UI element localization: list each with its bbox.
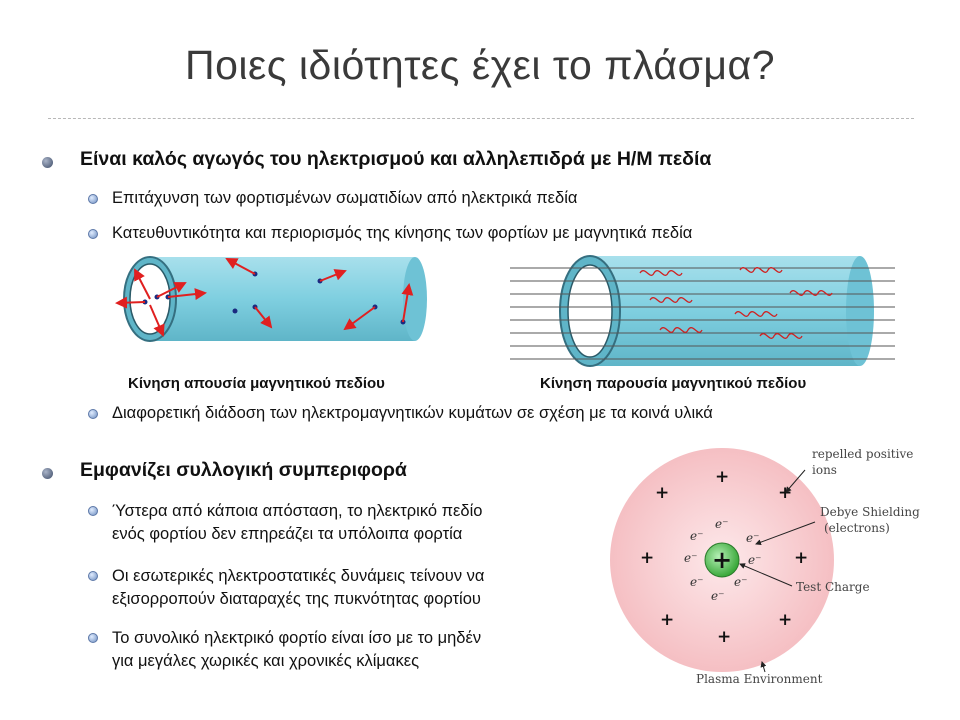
label-repelled: repelled positive [812,447,914,461]
svg-text:+: + [778,610,793,630]
bullet-dot [88,506,98,516]
svg-text:e⁻: e⁻ [734,575,748,589]
svg-text:+: + [794,548,809,568]
tube-body [590,256,860,366]
item-text: Επιτάχυνση των φορτισμένων σωματιδίων από ηλεκτρικά πεδία [112,189,578,207]
label-debye: Debye Shielding [820,505,920,519]
label-test-charge: Test Charge [796,580,870,594]
left-figure-caption: Κίνηση απουσία μαγνητικού πεδίου [128,375,385,392]
bullet-dot [88,229,98,239]
heading-text: Εμφανίζει συλλογική συμπεριφορά [80,459,407,481]
item-text: Κατευθυντικότητα και περιορισμός της κίνησης των φορτίων με μαγνητικά πεδία [112,224,693,242]
svg-text:+: + [717,627,732,647]
title-divider [48,118,914,119]
tube-no-field-figure [105,245,435,355]
page-title: Ποιες ιδιότητες έχει το πλάσμα? [184,42,776,88]
svg-text:e⁻: e⁻ [715,517,729,531]
debye-shielding-figure [600,440,945,710]
label-ions: ions [812,463,837,477]
svg-text:e⁻: e⁻ [748,553,762,567]
bullet-dot [42,468,53,479]
item-text: ενός φορτίου δεν επηρεάζει τα υπόλοιπα φορτία [112,525,463,543]
label-plasma-env: Plasma Environment [696,672,823,686]
tube-inner [568,265,612,357]
tube-magnetic-field-figure [510,248,900,373]
item-text: Διαφορετική διάδοση των ηλεκτρομαγνητικών κυμάτων σε σχέση με τα κοινά υλικά [112,404,713,422]
bullet-dot [88,571,98,581]
bullet-dot [88,194,98,204]
item-text: εξισορροπούν διαταραχές της πυκνότητας φορτίου [112,590,481,608]
item-text: για μεγάλες χωρικές και χρονικές κλίμακες [112,652,420,670]
item-text: Το συνολικό ηλεκτρικό φορτίο είναι ίσο με το μηδέν [112,629,482,647]
svg-text:+: + [640,548,655,568]
heading-text: Είναι καλός αγωγός του ηλεκτρισμού και αλληλεπιδρά με Η/Μ πεδία [80,148,712,170]
svg-text:+: + [778,483,793,503]
svg-text:e⁻: e⁻ [684,551,698,565]
svg-text:+: + [655,483,670,503]
svg-text:e⁻: e⁻ [690,575,704,589]
bullet-dot [88,409,98,419]
item-text: Οι εσωτερικές ηλεκτροστατικές δυνάμεις τείνουν να [112,567,485,585]
svg-text:+: + [715,467,730,487]
bullet-dot [88,633,98,643]
label-electrons: (electrons) [824,521,890,535]
item-text: Ύστερα από κάποια απόσταση, το ηλεκτρικό πεδίο [112,502,483,520]
tube-end [846,256,874,366]
svg-text:+: + [660,610,675,630]
svg-text:e⁻: e⁻ [690,529,704,543]
test-charge-plus: + [711,545,733,574]
right-figure-caption: Κίνηση παρουσία μαγνητικού πεδίου [540,375,807,392]
tube-body [150,257,415,341]
svg-text:e⁻: e⁻ [746,531,760,545]
bullet-dot [42,157,53,168]
svg-text:e⁻: e⁻ [711,589,725,603]
